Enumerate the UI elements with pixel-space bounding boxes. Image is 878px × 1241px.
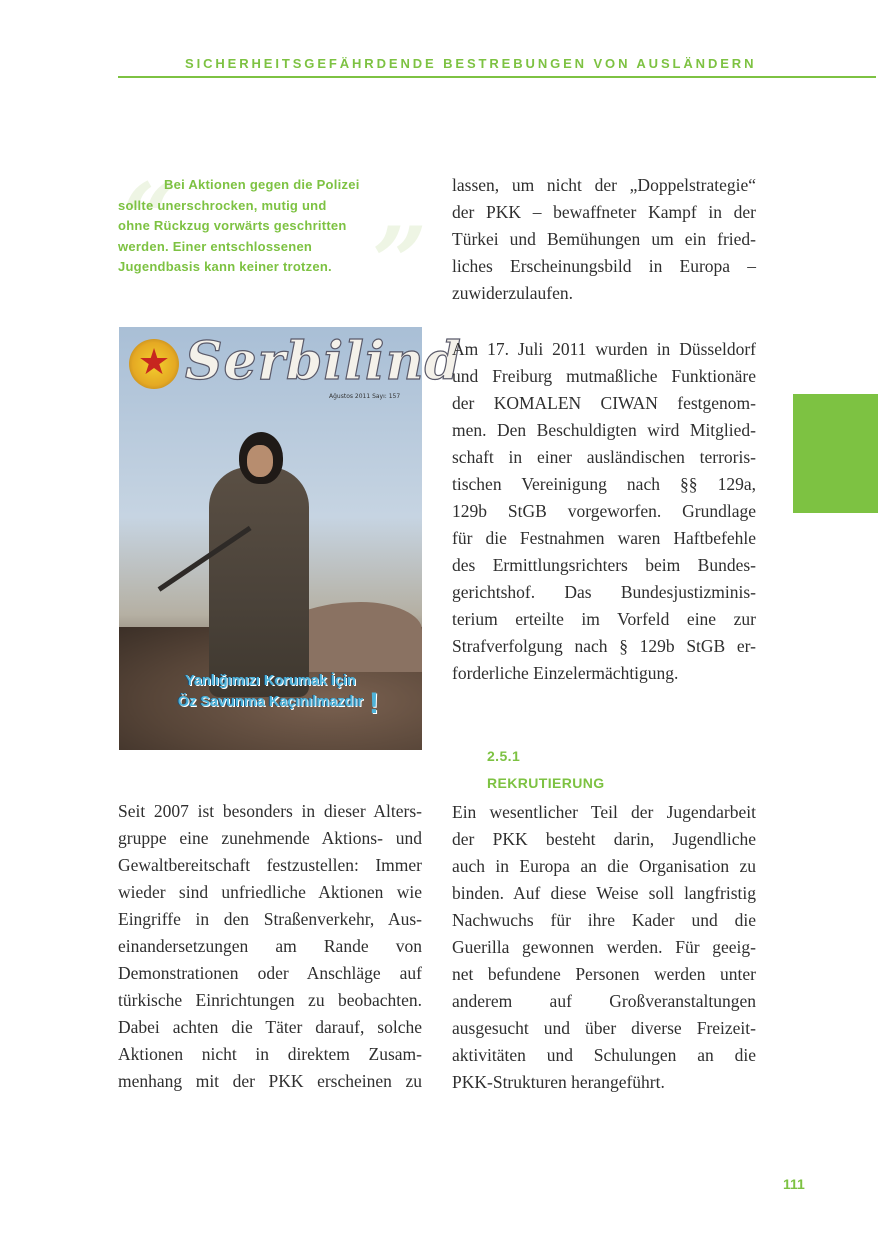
text-line: binden. Auf diese Weise soll langfristig [452,883,756,903]
pull-quote-line: Jugendbasis kann keiner trotzen. [118,259,332,274]
text-line: forderliche Einzelermächtigung. [452,663,679,683]
fighter-body [209,467,309,697]
right-column-paragraph-2 [452,336,756,687]
magazine-issue-line: Ağustos 2011 Sayı: 157 [329,393,401,400]
magazine-cover-figure [119,327,462,750]
pull-quote-text [118,175,428,278]
header-rule [118,76,876,78]
text-line: des Ermittlungsrichters beim Bundes- [452,555,756,575]
text-line: gerichtshof. Das Bundesjustizminis- [452,582,756,602]
text-line: wieder sind unfriedliche Aktionen wie [118,882,422,902]
slogan-line-1: Yanlığımızı Korumak İçin [185,673,356,689]
text-line: ausgesucht und über diverse Freizeit- [452,1018,756,1038]
text-line: lassen, um nicht der „Doppelstrategie“ [452,175,756,195]
text-line: liches Erscheinungsbild in Europa – [452,256,756,276]
right-column-paragraph-3 [452,799,756,1096]
right-column-paragraph-1 [452,172,756,307]
text-line: Strafverfolgung nach § 129b StGB er- [452,636,756,656]
quote-close-mark: ” [372,206,428,319]
text-line: Am 17. Juli 2011 wurden in Düsseldorf [452,339,756,359]
text-line: zuwiderzulaufen. [452,283,573,303]
text-line: schaft in einer ausländischen terroris- [452,447,756,467]
pull-quote [118,162,428,319]
section-title: REKRUTIERUNG [487,775,605,791]
text-line: gruppe eine zunehmende Aktions- und [118,828,422,848]
text-line: men. Den Beschuldigten wird Mitglied- [452,420,756,440]
text-line: PKK-Strukturen herangeführt. [452,1072,665,1092]
text-line: und Freiburg mutmaßliche Funktionäre [452,366,756,386]
pull-quote-line: werden. Einer entschlossenen [118,238,313,254]
star-icon: ★ [137,342,171,383]
text-line: auch in Europa an die Organisation zu [452,856,756,876]
magazine-masthead: Serbilind [185,331,462,392]
fighter-face [247,445,273,477]
text-line: terium erteilte im Vorfeld eine zur [452,609,756,629]
text-line: Nachwuchs für ihre Kader und die [452,910,756,930]
section-number: 2.5.1 [487,748,521,764]
text-line: anderem auf Großveranstaltungen [452,991,756,1011]
text-line: Eingriffe in den Straßenverkehr, Aus- [118,909,422,929]
text-line: Demonstrationen oder Anschläge auf [118,963,422,983]
running-header: SICHERHEITSGEFÄHRDENDE BESTREBUNGEN VON AUSLÄNDERN [185,56,757,71]
text-line: Guerilla gewonnen werden. Für geeig- [452,937,756,957]
text-line: Gewaltbereitschaft festzustellen: Immer [118,855,422,875]
text-line: einandersetzungen am Rande von [118,936,422,956]
quote-open-mark: “ [122,162,178,275]
text-line: net befundene Personen werden unter [452,964,756,984]
star-emblem [129,339,179,389]
text-line: der KOMALEN CIWAN festgenom- [452,393,756,413]
slogan-line-2: Öz Savunma Kaçınılmazdır [177,694,364,710]
pull-quote-line: ohne Rückzug vorwärts geschritten [118,218,347,233]
slogan-exclamation: ! [369,687,379,720]
page-number: 111 [783,1176,805,1192]
text-line: aktivitäten und Schulungen an die [452,1045,756,1065]
text-line: menhang mit der PKK erscheinen zu [118,1071,422,1091]
text-line: Seit 2007 ist besonders in dieser Alters- [118,801,422,821]
text-line: Aktionen nicht in direktem Zusam- [118,1044,422,1064]
text-line: Türkei und Bemühungen um ein fried- [452,229,756,249]
chapter-side-tab [793,394,878,513]
text-line: Dabei achten die Täter darauf, solche [118,1017,422,1037]
pull-quote-line: Bei Aktionen gegen die Polizei [164,177,360,192]
text-line: tischen Vereinigung nach §§ 129a, [452,474,756,494]
text-line: türkische Einrichtungen zu beobachten. [118,990,422,1010]
text-line: Ein wesentlicher Teil der Jugendarbeit [452,802,756,822]
text-line: der PKK besteht darin, Jugendliche [452,829,756,849]
text-line: der PKK – bewaffneter Kampf in der [452,202,756,222]
left-column-paragraph [118,798,422,1095]
pull-quote-line: sollte unerschrocken, mutig und [118,197,327,213]
text-line: 129b StGB vorgeworfen. Grundlage [452,501,756,521]
text-line: für die Festnahmen waren Haftbefehle [452,528,756,548]
